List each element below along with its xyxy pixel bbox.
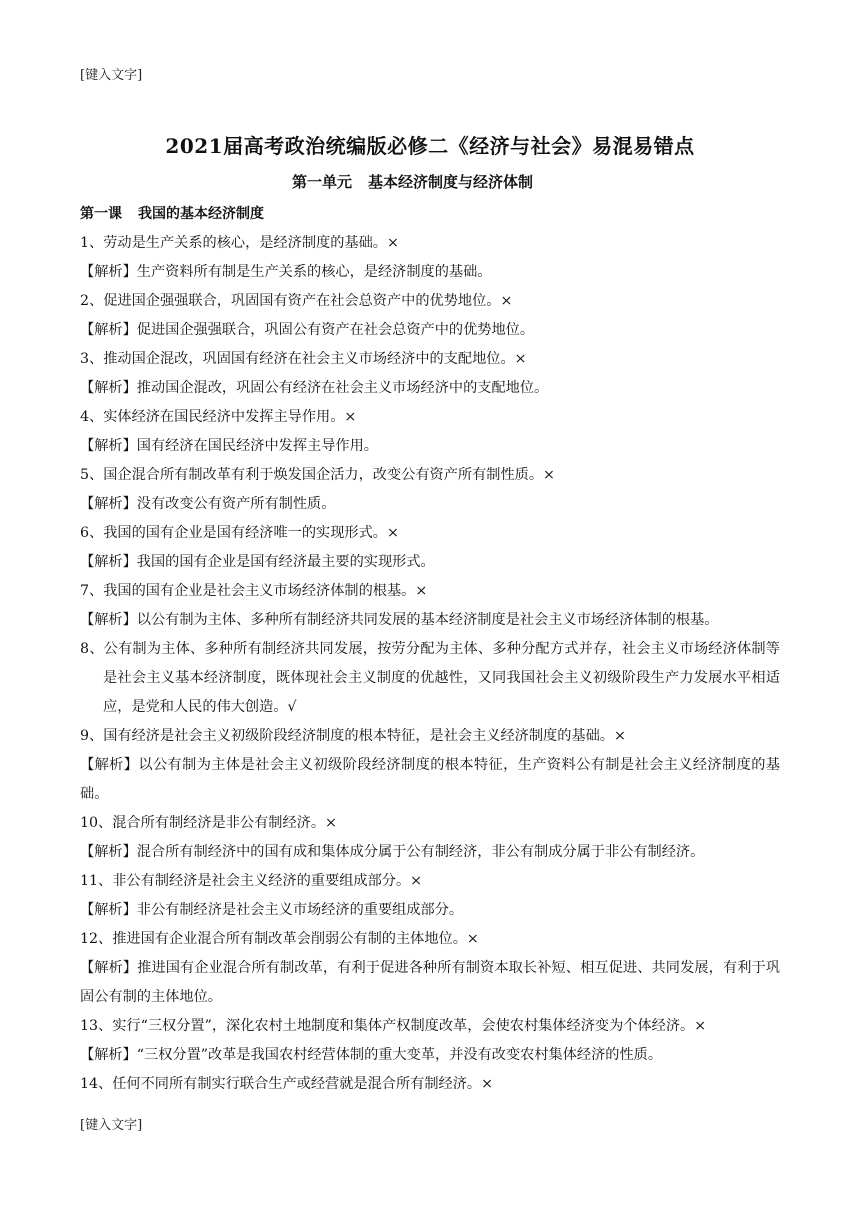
question: 11、非公有制经济是社会主义经济的重要组成部分。× [80,873,423,889]
lesson-label: 第一课 [80,206,122,222]
content-body [80,200,780,1099]
analysis: 【解析】生产资料所有制是生产关系的核心，是经济制度的基础。 [80,264,492,280]
analysis: 【解析】没有改变公有资产所有制性质。 [80,496,336,512]
footer-placeholder: [键入文字] [80,1118,143,1133]
analysis: 【解析】以公有制为主体、多种所有制经济共同发展的基本经济制度是社会主义市场经济体制的根基。 [80,612,719,628]
lesson-name: 我国的基本经济制度 [138,206,264,222]
question: 13、实行“三权分置”，深化农村土地制度和集体产权制度改革，会使农村集体经济变为个体经济。× [80,1018,707,1034]
analysis: 【解析】混合所有制经济中的国有成和集体成分属于公有制经济，非公有制成分属于非公有制经济。 [80,844,705,860]
lesson-heading [80,200,780,229]
question: 10、混合所有制经济是非公有制经济。× [80,815,337,831]
analysis: 【解析】推动国企混改，巩固公有经济在社会主义市场经济中的支配地位。 [80,380,549,396]
analysis: 【解析】以公有制为主体是社会主义初级阶段经济制度的根本特征，生产资料公有制是社会主义经济制度的基础。 [80,757,780,802]
analysis: 【解析】推进国有企业混合所有制改革，有利于促进各种所有制资本取长补短、相互促进、共同发展，有利于巩固公有制的主体地位。 [80,960,780,1005]
question: 5、国企混合所有制改革有利于焕发国企活力，改变公有资产所有制性质。× [80,467,555,483]
unit-heading [292,171,533,192]
analysis: 【解析】我国的国有企业是国有经济最主要的实现形式。 [80,554,435,570]
document-title: 2021届高考政治统编版必修二《经济与社会》易混易错点 [165,134,695,158]
question: 2、促进国企强强联合，巩固国有资产在社会总资产中的优势地位。× [80,293,513,309]
unit-name: 基本经济制度与经济体制 [368,173,534,191]
analysis: 【解析】国有经济在国民经济中发挥主导作用。 [80,438,378,454]
analysis: 【解析】非公有制经济是社会主义市场经济的重要组成部分。 [80,902,464,918]
analysis: 【解析】“三权分置”改革是我国农村经营体制的重大变革，并没有改变农村集体经济的性质。 [80,1047,663,1063]
question: 14、任何不同所有制实行联合生产或经营就是混合所有制经济。× [80,1076,494,1092]
question: 1、劳动是生产关系的核心，是经济制度的基础。× [80,235,399,251]
question: 6、我国的国有企业是国有经济唯一的实现形式。× [80,525,399,541]
question: 8、公有制为主体、多种所有制经济共同发展，按劳分配为主体、多种分配方式并存，社会主义市场经济体制等是社会主义基本经济制度，既体现社会主义制度的优越性，又同我国社会主义初级阶段生产力发展水平相适应，是党和人民的伟大创造。√ [80,641,780,715]
unit-label: 第一单元 [292,173,353,191]
header-placeholder: [键入文字] [80,68,143,83]
question: 7、我国的国有企业是社会主义市场经济体制的根基。× [80,583,428,599]
analysis: 【解析】促进国企强强联合，巩固公有资产在社会总资产中的优势地位。 [80,322,535,338]
question: 3、推动国企混改，巩固国有经济在社会主义市场经济中的支配地位。× [80,351,527,367]
question: 9、国有经济是社会主义初级阶段经济制度的根本特征，是社会主义经济制度的基础。× [80,728,626,744]
question: 4、实体经济在国民经济中发挥主导作用。× [80,409,357,425]
question: 12、推进国有企业混合所有制改革会削弱公有制的主体地位。× [80,931,479,947]
